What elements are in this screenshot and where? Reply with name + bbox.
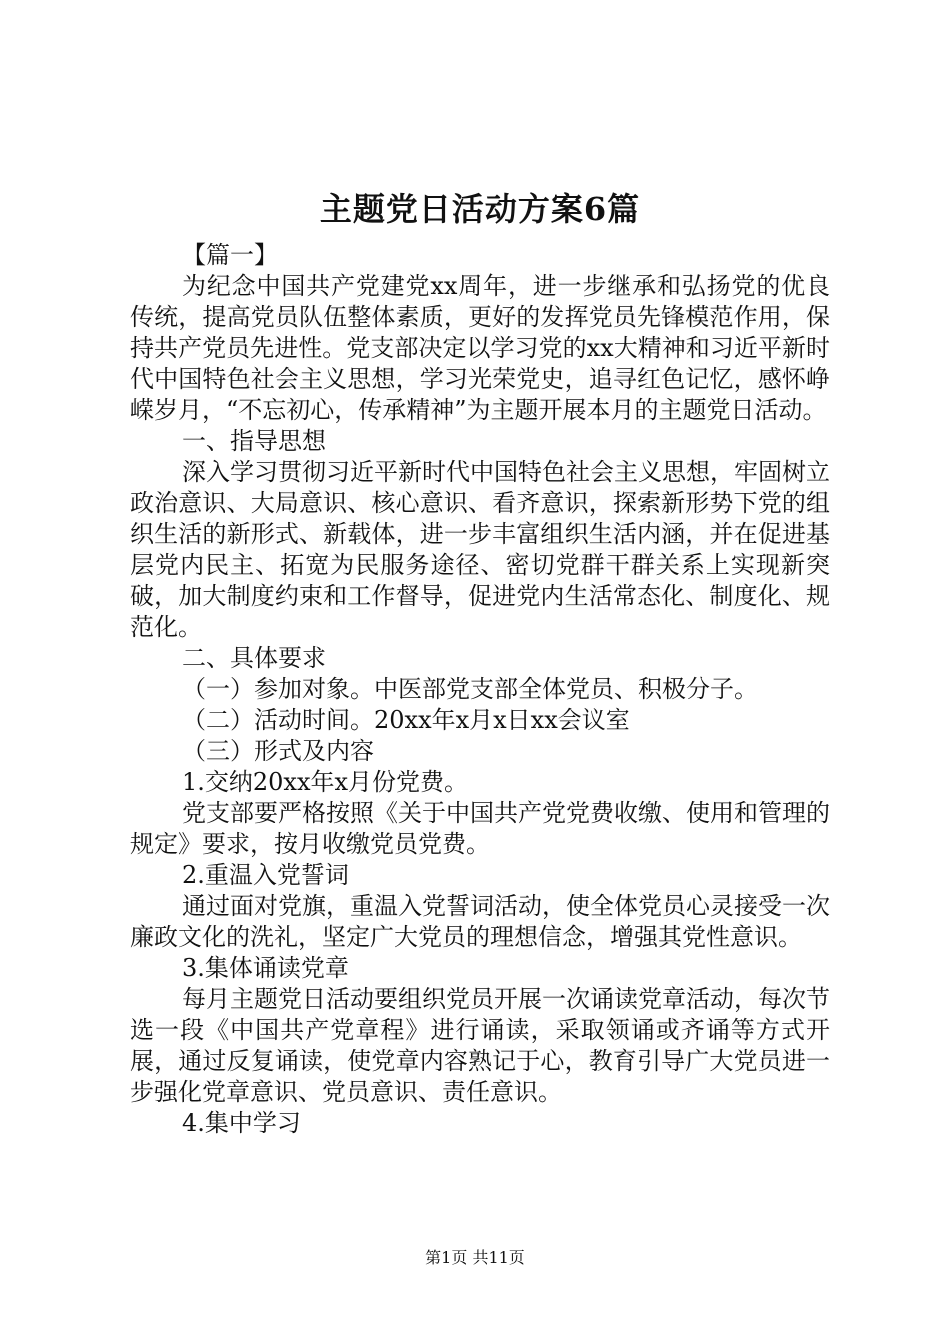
paragraph-guiding-ideology: 深入学习贯彻习近平新时代中国特色社会主义思想，牢固树立政治意识、大局意识、核心意识、看齐意识，探索新形势下党的组织生活的新形式、新载体，进一步丰富组织生活内涵，并在促进基层党内民主、拓宽为民服务途径、密切党群干群关系上实现新突破，加大制度约束和工作督导，促进党内生活常态化、制度化、规范化。 — [130, 458, 830, 641]
heading-guiding-ideology: 一、指导思想 — [182, 427, 326, 455]
subitem-group-study: 4.集中学习 — [182, 1109, 301, 1137]
subitem-recite-charter: 3.集体诵读党章 — [182, 954, 349, 982]
subitem-party-dues: 1.交纳20xx年x月份党费。 — [182, 768, 469, 796]
paragraph-party-dues: 党支部要严格按照《关于中国共产党党费收缴、使用和管理的规定》要求，按月收缴党员党费。 — [130, 799, 830, 858]
item-participants: （一）参加对象。中医部党支部全体党员、积极分子。 — [182, 675, 758, 703]
document-title: 主题党日活动方案6篇 — [319, 190, 641, 228]
paragraph-oath: 通过面对党旗，重温入党誓词活动，使全体党员心灵接受一次廉政文化的洗礼，坚定广大党员的理想信念，增强其党性意识。 — [130, 892, 830, 951]
item-activity-time: （二）活动时间。20xx年x月x日xx会议室 — [182, 706, 630, 734]
heading-requirements: 二、具体要求 — [182, 644, 326, 672]
paragraph-recite-charter: 每月主题党日活动要组织党员开展一次诵读党章活动，每次节选一段《中国共产党章程》进行诵读，采取领诵或齐诵等方式开展，通过反复诵读，使党章内容熟记于心，教育引导广大党员进一步强化党章意识、党员意识、责任意识。 — [130, 985, 830, 1106]
document-body — [130, 178, 830, 1139]
item-form-content: （三）形式及内容 — [182, 737, 374, 765]
paragraph-intro: 为纪念中国共产党建党xx周年，进一步继承和弘扬党的优良传统，提高党员队伍整体素质，更好的发挥党员先锋模范作用，保持共产党员先进性。党支部决定以学习党的xx大精神和习近平新时代中国特色社会主义思想，学习光荣党史，追寻红色记忆，感怀峥嵘岁月，“不忘初心，传承精神”为主题开展本月的主题党日活动。 — [130, 272, 830, 424]
section-label: 【篇一】 — [182, 241, 278, 269]
subitem-oath: 2.重温入党誓词 — [182, 861, 349, 889]
page-footer: 第1页 共11页 — [425, 1248, 525, 1267]
